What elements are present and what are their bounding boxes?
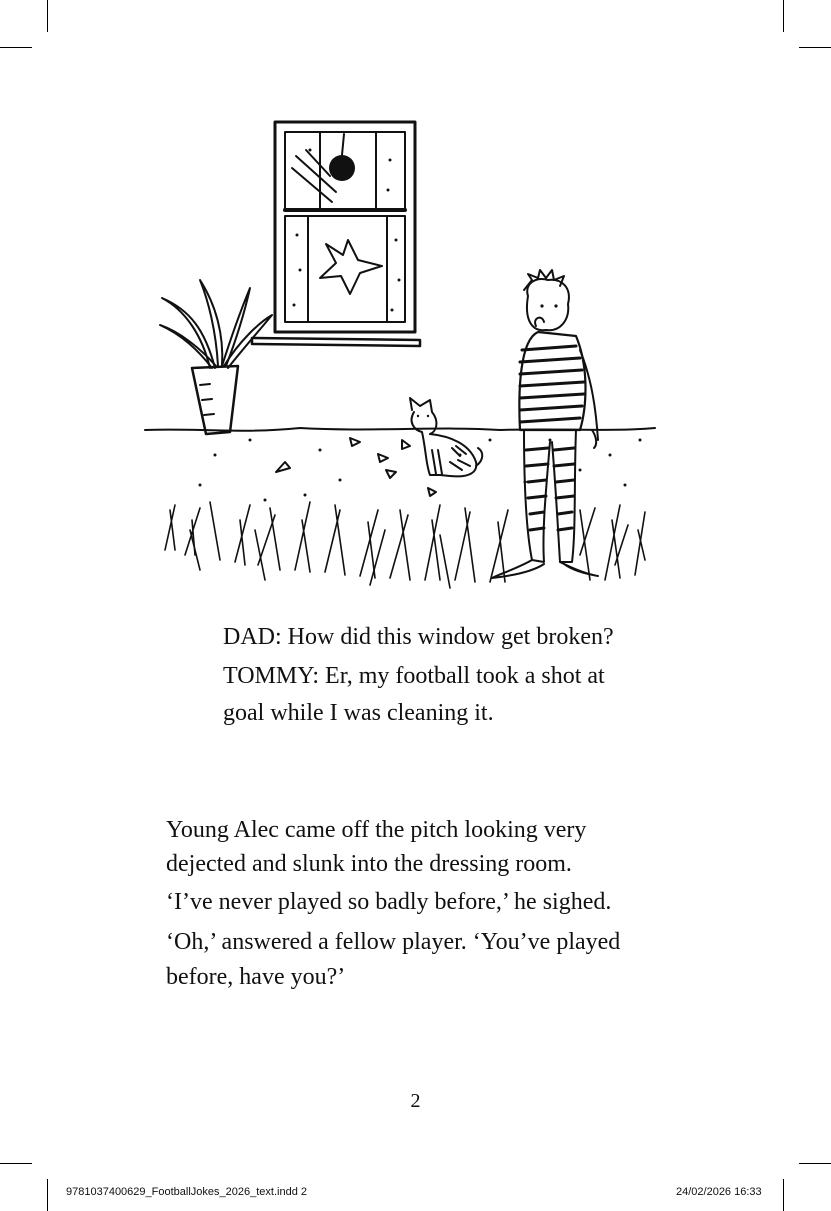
joke2-line-3: ‘I’ve never played so badly before,’ he sighed. (166, 889, 612, 915)
potted-plant-icon (160, 280, 272, 434)
illustration (140, 110, 660, 595)
joke1-line-3: goal while I was cleaning it. (223, 700, 494, 726)
joke2-line-4: ‘Oh,’ answered a fellow player. ‘You’ve played (166, 929, 621, 955)
crop-mark (783, 0, 784, 32)
crop-mark (0, 1163, 32, 1164)
boy-icon (492, 270, 598, 578)
joke2-line-5: before, have you?’ (166, 964, 346, 990)
glass-shards (276, 438, 436, 496)
joke1-line-2: TOMMY: Er, my football took a shot at (223, 663, 605, 689)
page-number: 2 (410, 1090, 421, 1112)
slug-file-info: 9781037400629_FootballJokes_2026_text.indd 2 (66, 1186, 307, 1198)
crop-mark (783, 1179, 784, 1211)
slug-date-time: 24/02/2026 16:33 (676, 1186, 762, 1198)
crop-mark (799, 1163, 831, 1164)
crop-mark (0, 47, 32, 48)
cat-icon (410, 398, 482, 476)
joke2-line-2: dejected and slunk into the dressing room. (166, 851, 572, 877)
broken-window-icon (252, 122, 420, 346)
joke2-line-1: Young Alec came off the pitch looking very (166, 817, 587, 843)
joke1-line-1: DAD: How did this window get broken? (223, 624, 614, 650)
crop-mark (47, 1179, 48, 1211)
crop-mark (47, 0, 48, 32)
crop-mark (799, 47, 831, 48)
